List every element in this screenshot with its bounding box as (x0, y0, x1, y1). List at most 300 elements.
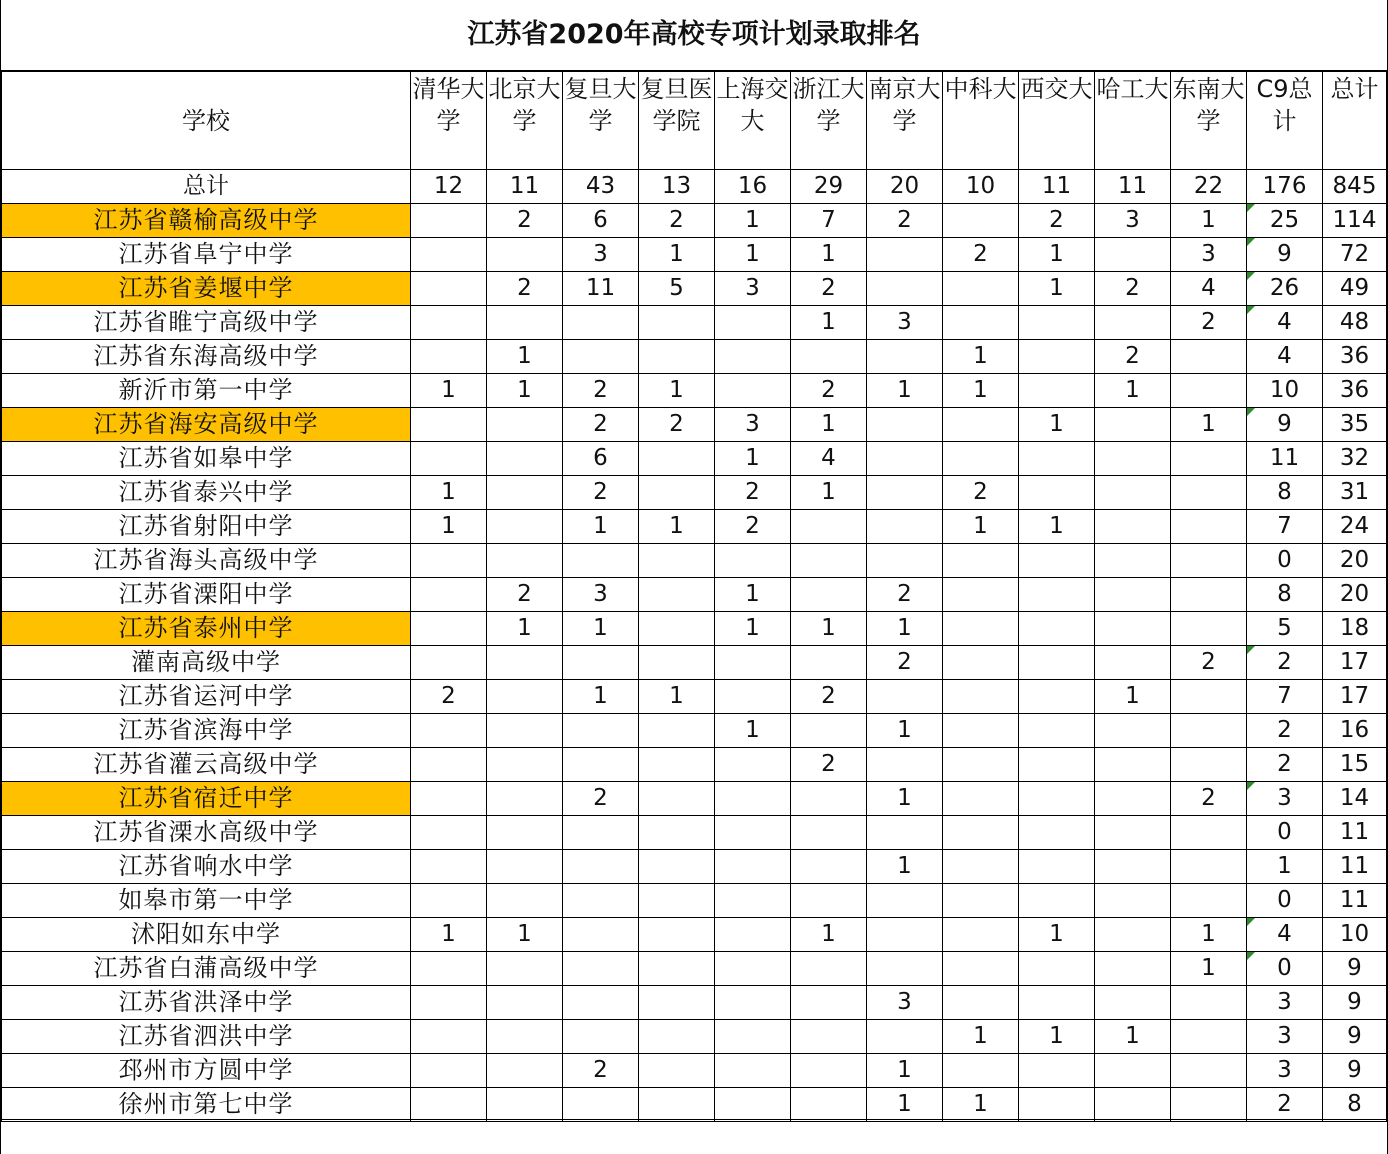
count-cell[interactable] (1095, 782, 1171, 816)
count-cell[interactable] (1171, 544, 1247, 578)
totals-cell[interactable]: 10 (943, 170, 1019, 204)
count-cell[interactable] (1095, 816, 1171, 850)
count-cell[interactable]: 2 (1095, 340, 1171, 374)
count-cell[interactable] (791, 714, 867, 748)
total-cell[interactable]: 11 (1323, 850, 1387, 884)
count-cell[interactable] (487, 748, 563, 782)
count-cell[interactable] (487, 850, 563, 884)
c9-total-cell[interactable] (1247, 748, 1323, 782)
count-cell[interactable]: 2 (1095, 272, 1171, 306)
c9-total-cell[interactable] (1247, 646, 1323, 680)
school-name-cell[interactable]: 江苏省射阳中学 (2, 510, 411, 544)
count-cell[interactable] (943, 442, 1019, 476)
count-cell[interactable]: 1 (1019, 510, 1095, 544)
count-cell[interactable] (639, 714, 715, 748)
count-cell[interactable] (943, 816, 1019, 850)
count-cell[interactable] (791, 1020, 867, 1054)
c9-total-cell[interactable] (1247, 272, 1323, 306)
c9-total-cell[interactable] (1247, 544, 1323, 578)
c9-total-cell[interactable] (1247, 510, 1323, 544)
count-cell[interactable]: 1 (639, 374, 715, 408)
count-cell[interactable]: 1 (1095, 374, 1171, 408)
count-cell[interactable] (867, 238, 943, 272)
c9-total-cell[interactable] (1247, 918, 1323, 952)
count-cell[interactable] (639, 646, 715, 680)
count-cell[interactable] (563, 340, 639, 374)
count-cell[interactable] (1095, 306, 1171, 340)
count-cell[interactable] (563, 986, 639, 1020)
count-cell[interactable] (487, 1054, 563, 1088)
totals-cell[interactable]: 12 (411, 170, 487, 204)
count-cell[interactable] (1095, 612, 1171, 646)
count-cell[interactable] (715, 306, 791, 340)
totals-cell[interactable]: 22 (1171, 170, 1247, 204)
count-cell[interactable] (791, 782, 867, 816)
count-cell[interactable] (943, 306, 1019, 340)
school-name-cell[interactable]: 邳州市方圆中学 (2, 1054, 411, 1088)
count-cell[interactable] (1019, 1088, 1095, 1122)
count-cell[interactable]: 1 (943, 1088, 1019, 1122)
school-name-cell[interactable]: 江苏省溧水高级中学 (2, 816, 411, 850)
count-cell[interactable] (639, 884, 715, 918)
school-name-cell[interactable]: 灌南高级中学 (2, 646, 411, 680)
school-name-cell[interactable]: 江苏省海头高级中学 (2, 544, 411, 578)
count-cell[interactable] (1095, 238, 1171, 272)
count-cell[interactable]: 3 (1095, 204, 1171, 238)
count-cell[interactable]: 3 (1171, 238, 1247, 272)
count-cell[interactable] (1095, 884, 1171, 918)
count-cell[interactable] (867, 1020, 943, 1054)
count-cell[interactable] (943, 204, 1019, 238)
count-cell[interactable] (1171, 340, 1247, 374)
count-cell[interactable]: 3 (867, 306, 943, 340)
c9-total-cell[interactable] (1247, 408, 1323, 442)
total-cell[interactable]: 9 (1323, 952, 1387, 986)
count-cell[interactable]: 2 (487, 578, 563, 612)
total-cell[interactable]: 32 (1323, 442, 1387, 476)
total-cell[interactable]: 20 (1323, 578, 1387, 612)
count-cell[interactable]: 3 (563, 578, 639, 612)
count-cell[interactable] (487, 884, 563, 918)
count-cell[interactable] (715, 918, 791, 952)
total-cell[interactable]: 114 (1323, 204, 1387, 238)
count-cell[interactable] (715, 850, 791, 884)
count-cell[interactable] (563, 918, 639, 952)
count-cell[interactable] (487, 986, 563, 1020)
count-cell[interactable]: 2 (487, 204, 563, 238)
count-cell[interactable] (867, 442, 943, 476)
count-cell[interactable] (791, 952, 867, 986)
count-cell[interactable] (487, 782, 563, 816)
count-cell[interactable] (1171, 476, 1247, 510)
count-cell[interactable]: 1 (1019, 918, 1095, 952)
count-cell[interactable] (1095, 714, 1171, 748)
count-cell[interactable] (411, 816, 487, 850)
count-cell[interactable]: 1 (791, 238, 867, 272)
count-cell[interactable]: 2 (1171, 306, 1247, 340)
count-cell[interactable] (943, 612, 1019, 646)
count-cell[interactable] (411, 1020, 487, 1054)
column-header[interactable]: 中科大 (943, 71, 1019, 170)
school-name-cell[interactable]: 江苏省泰州中学 (2, 612, 411, 646)
c9-total-cell[interactable] (1247, 952, 1323, 986)
count-cell[interactable] (563, 816, 639, 850)
total-cell[interactable]: 48 (1323, 306, 1387, 340)
count-cell[interactable]: 1 (943, 1020, 1019, 1054)
count-cell[interactable] (411, 408, 487, 442)
count-cell[interactable] (1019, 714, 1095, 748)
total-cell[interactable]: 31 (1323, 476, 1387, 510)
total-cell[interactable]: 36 (1323, 374, 1387, 408)
count-cell[interactable] (943, 544, 1019, 578)
total-cell[interactable]: 35 (1323, 408, 1387, 442)
count-cell[interactable]: 2 (1171, 782, 1247, 816)
count-cell[interactable] (715, 1054, 791, 1088)
count-cell[interactable] (791, 884, 867, 918)
count-cell[interactable] (487, 306, 563, 340)
total-cell[interactable]: 8 (1323, 1088, 1387, 1122)
count-cell[interactable] (487, 952, 563, 986)
count-cell[interactable] (639, 918, 715, 952)
count-cell[interactable] (1019, 544, 1095, 578)
count-cell[interactable] (791, 850, 867, 884)
count-cell[interactable] (639, 986, 715, 1020)
c9-total-cell[interactable] (1247, 1054, 1323, 1088)
count-cell[interactable] (411, 986, 487, 1020)
count-cell[interactable] (943, 578, 1019, 612)
count-cell[interactable] (487, 408, 563, 442)
count-cell[interactable]: 1 (867, 1088, 943, 1122)
count-cell[interactable]: 1 (715, 204, 791, 238)
count-cell[interactable] (943, 782, 1019, 816)
count-cell[interactable] (1095, 544, 1171, 578)
totals-cell[interactable]: 43 (563, 170, 639, 204)
count-cell[interactable] (411, 442, 487, 476)
count-cell[interactable] (943, 986, 1019, 1020)
count-cell[interactable]: 2 (791, 374, 867, 408)
count-cell[interactable] (943, 884, 1019, 918)
count-cell[interactable]: 2 (639, 408, 715, 442)
count-cell[interactable] (411, 204, 487, 238)
school-name-cell[interactable]: 江苏省如皋中学 (2, 442, 411, 476)
count-cell[interactable]: 1 (1171, 408, 1247, 442)
count-cell[interactable] (1171, 612, 1247, 646)
school-name-cell[interactable]: 江苏省海安高级中学 (2, 408, 411, 442)
count-cell[interactable] (715, 952, 791, 986)
count-cell[interactable] (1171, 680, 1247, 714)
count-cell[interactable] (1095, 952, 1171, 986)
count-cell[interactable]: 1 (791, 408, 867, 442)
count-cell[interactable] (411, 612, 487, 646)
count-cell[interactable]: 1 (563, 510, 639, 544)
school-name-cell[interactable]: 江苏省阜宁中学 (2, 238, 411, 272)
count-cell[interactable] (943, 714, 1019, 748)
count-cell[interactable]: 1 (1171, 952, 1247, 986)
count-cell[interactable] (411, 340, 487, 374)
count-cell[interactable] (715, 1020, 791, 1054)
count-cell[interactable] (411, 272, 487, 306)
count-cell[interactable]: 2 (943, 238, 1019, 272)
count-cell[interactable]: 4 (791, 442, 867, 476)
count-cell[interactable] (1095, 986, 1171, 1020)
column-header[interactable]: 南京大学 (867, 71, 943, 170)
totals-cell[interactable]: 13 (639, 170, 715, 204)
count-cell[interactable] (1171, 884, 1247, 918)
count-cell[interactable]: 1 (943, 340, 1019, 374)
count-cell[interactable] (639, 578, 715, 612)
count-cell[interactable] (943, 272, 1019, 306)
count-cell[interactable]: 1 (791, 612, 867, 646)
count-cell[interactable] (487, 646, 563, 680)
count-cell[interactable] (411, 646, 487, 680)
count-cell[interactable] (1019, 476, 1095, 510)
totals-cell[interactable]: 11 (1019, 170, 1095, 204)
count-cell[interactable] (1019, 442, 1095, 476)
count-cell[interactable]: 2 (563, 782, 639, 816)
school-name-cell[interactable]: 江苏省灌云高级中学 (2, 748, 411, 782)
count-cell[interactable]: 2 (867, 578, 943, 612)
count-cell[interactable] (715, 646, 791, 680)
count-cell[interactable] (563, 952, 639, 986)
count-cell[interactable] (1171, 578, 1247, 612)
count-cell[interactable] (1095, 646, 1171, 680)
school-name-cell[interactable]: 江苏省白蒲高级中学 (2, 952, 411, 986)
column-header[interactable]: 清华大学 (411, 71, 487, 170)
count-cell[interactable] (639, 782, 715, 816)
totals-cell[interactable]: 20 (867, 170, 943, 204)
school-name-cell[interactable]: 江苏省宿迁中学 (2, 782, 411, 816)
count-cell[interactable] (639, 1088, 715, 1122)
count-cell[interactable] (715, 884, 791, 918)
count-cell[interactable] (1171, 850, 1247, 884)
count-cell[interactable] (791, 646, 867, 680)
count-cell[interactable] (563, 646, 639, 680)
count-cell[interactable] (1171, 986, 1247, 1020)
totals-cell[interactable]: 176 (1247, 170, 1323, 204)
count-cell[interactable] (563, 884, 639, 918)
c9-total-cell[interactable] (1247, 306, 1323, 340)
count-cell[interactable] (411, 884, 487, 918)
count-cell[interactable] (943, 918, 1019, 952)
count-cell[interactable]: 3 (715, 272, 791, 306)
count-cell[interactable] (639, 612, 715, 646)
total-cell[interactable]: 24 (1323, 510, 1387, 544)
count-cell[interactable] (1171, 442, 1247, 476)
school-name-cell[interactable]: 江苏省东海高级中学 (2, 340, 411, 374)
count-cell[interactable]: 1 (943, 510, 1019, 544)
count-cell[interactable] (867, 952, 943, 986)
count-cell[interactable] (563, 1088, 639, 1122)
school-name-cell[interactable]: 江苏省响水中学 (2, 850, 411, 884)
c9-total-cell[interactable] (1247, 204, 1323, 238)
count-cell[interactable]: 5 (639, 272, 715, 306)
total-cell[interactable]: 49 (1323, 272, 1387, 306)
count-cell[interactable] (639, 850, 715, 884)
count-cell[interactable] (1019, 816, 1095, 850)
count-cell[interactable] (639, 1054, 715, 1088)
count-cell[interactable] (411, 952, 487, 986)
count-cell[interactable]: 1 (487, 374, 563, 408)
count-cell[interactable]: 11 (563, 272, 639, 306)
count-cell[interactable] (715, 782, 791, 816)
count-cell[interactable] (411, 578, 487, 612)
count-cell[interactable]: 1 (715, 612, 791, 646)
column-header[interactable]: 复旦医学院 (639, 71, 715, 170)
count-cell[interactable] (563, 850, 639, 884)
c9-total-cell[interactable] (1247, 850, 1323, 884)
count-cell[interactable]: 1 (639, 238, 715, 272)
count-cell[interactable]: 1 (1019, 238, 1095, 272)
count-cell[interactable]: 1 (791, 306, 867, 340)
c9-total-cell[interactable] (1247, 238, 1323, 272)
count-cell[interactable] (487, 510, 563, 544)
count-cell[interactable]: 2 (563, 1054, 639, 1088)
totals-cell[interactable]: 845 (1323, 170, 1387, 204)
column-header[interactable]: 总计 (1323, 71, 1387, 170)
count-cell[interactable] (639, 1020, 715, 1054)
count-cell[interactable]: 1 (943, 374, 1019, 408)
count-cell[interactable] (715, 544, 791, 578)
count-cell[interactable] (867, 476, 943, 510)
count-cell[interactable]: 1 (1019, 408, 1095, 442)
school-name-cell[interactable]: 如皋市第一中学 (2, 884, 411, 918)
count-cell[interactable] (1095, 578, 1171, 612)
count-cell[interactable]: 2 (487, 272, 563, 306)
count-cell[interactable] (943, 646, 1019, 680)
column-header[interactable]: 上海交大 (715, 71, 791, 170)
count-cell[interactable]: 1 (1019, 272, 1095, 306)
count-cell[interactable] (943, 408, 1019, 442)
count-cell[interactable]: 2 (563, 408, 639, 442)
count-cell[interactable] (1095, 510, 1171, 544)
count-cell[interactable] (715, 748, 791, 782)
count-cell[interactable] (791, 1054, 867, 1088)
count-cell[interactable] (563, 748, 639, 782)
count-cell[interactable] (715, 340, 791, 374)
count-cell[interactable] (487, 238, 563, 272)
total-cell[interactable]: 17 (1323, 646, 1387, 680)
c9-total-cell[interactable] (1247, 884, 1323, 918)
count-cell[interactable] (1171, 510, 1247, 544)
count-cell[interactable] (867, 272, 943, 306)
count-cell[interactable]: 4 (1171, 272, 1247, 306)
count-cell[interactable] (487, 544, 563, 578)
count-cell[interactable] (1171, 1054, 1247, 1088)
count-cell[interactable]: 1 (715, 578, 791, 612)
total-cell[interactable]: 11 (1323, 884, 1387, 918)
count-cell[interactable]: 1 (411, 510, 487, 544)
count-cell[interactable] (639, 816, 715, 850)
count-cell[interactable] (1019, 748, 1095, 782)
c9-total-cell[interactable] (1247, 340, 1323, 374)
count-cell[interactable]: 2 (1019, 204, 1095, 238)
count-cell[interactable]: 2 (715, 476, 791, 510)
count-cell[interactable] (867, 884, 943, 918)
count-cell[interactable] (1095, 408, 1171, 442)
count-cell[interactable]: 1 (867, 612, 943, 646)
count-cell[interactable] (639, 476, 715, 510)
count-cell[interactable] (1019, 680, 1095, 714)
count-cell[interactable]: 1 (563, 612, 639, 646)
count-cell[interactable]: 2 (1171, 646, 1247, 680)
count-cell[interactable]: 1 (411, 918, 487, 952)
school-name-cell[interactable]: 江苏省赣榆高级中学 (2, 204, 411, 238)
count-cell[interactable] (1171, 1088, 1247, 1122)
total-cell[interactable]: 36 (1323, 340, 1387, 374)
count-cell[interactable]: 1 (487, 918, 563, 952)
count-cell[interactable] (1171, 1020, 1247, 1054)
count-cell[interactable] (943, 1054, 1019, 1088)
count-cell[interactable] (411, 1088, 487, 1122)
count-cell[interactable] (1171, 816, 1247, 850)
total-cell[interactable]: 18 (1323, 612, 1387, 646)
count-cell[interactable] (563, 1020, 639, 1054)
count-cell[interactable] (791, 578, 867, 612)
c9-total-cell[interactable] (1247, 680, 1323, 714)
count-cell[interactable] (1095, 1088, 1171, 1122)
count-cell[interactable]: 1 (867, 374, 943, 408)
count-cell[interactable]: 2 (563, 374, 639, 408)
count-cell[interactable] (791, 510, 867, 544)
count-cell[interactable] (487, 714, 563, 748)
count-cell[interactable]: 2 (411, 680, 487, 714)
count-cell[interactable] (1095, 918, 1171, 952)
count-cell[interactable] (411, 714, 487, 748)
totals-cell[interactable]: 16 (715, 170, 791, 204)
count-cell[interactable] (1171, 714, 1247, 748)
count-cell[interactable]: 2 (791, 748, 867, 782)
total-cell[interactable]: 10 (1323, 918, 1387, 952)
c9-total-cell[interactable] (1247, 374, 1323, 408)
count-cell[interactable] (1095, 748, 1171, 782)
count-cell[interactable] (1019, 952, 1095, 986)
school-name-cell[interactable]: 江苏省泗洪中学 (2, 1020, 411, 1054)
count-cell[interactable]: 1 (411, 476, 487, 510)
count-cell[interactable] (791, 1088, 867, 1122)
count-cell[interactable] (715, 680, 791, 714)
count-cell[interactable] (639, 340, 715, 374)
school-name-cell[interactable]: 江苏省滨海中学 (2, 714, 411, 748)
count-cell[interactable] (411, 544, 487, 578)
column-header[interactable]: 复旦大学 (563, 71, 639, 170)
total-cell[interactable]: 9 (1323, 1020, 1387, 1054)
count-cell[interactable]: 6 (563, 204, 639, 238)
totals-cell[interactable]: 29 (791, 170, 867, 204)
count-cell[interactable] (1019, 782, 1095, 816)
count-cell[interactable]: 1 (411, 374, 487, 408)
school-name-cell[interactable]: 江苏省泰兴中学 (2, 476, 411, 510)
count-cell[interactable]: 1 (1171, 204, 1247, 238)
count-cell[interactable] (1095, 442, 1171, 476)
count-cell[interactable] (411, 306, 487, 340)
count-cell[interactable]: 1 (867, 782, 943, 816)
count-cell[interactable] (791, 986, 867, 1020)
count-cell[interactable] (1019, 374, 1095, 408)
column-header[interactable]: 西交大 (1019, 71, 1095, 170)
count-cell[interactable] (1019, 884, 1095, 918)
count-cell[interactable] (1171, 748, 1247, 782)
count-cell[interactable] (1019, 340, 1095, 374)
total-cell[interactable]: 20 (1323, 544, 1387, 578)
school-name-cell[interactable]: 江苏省溧阳中学 (2, 578, 411, 612)
count-cell[interactable]: 1 (487, 612, 563, 646)
count-cell[interactable]: 1 (715, 238, 791, 272)
count-cell[interactable]: 1 (487, 340, 563, 374)
totals-label[interactable]: 总计 (2, 170, 411, 204)
count-cell[interactable]: 2 (791, 272, 867, 306)
count-cell[interactable]: 1 (1095, 680, 1171, 714)
count-cell[interactable] (487, 442, 563, 476)
